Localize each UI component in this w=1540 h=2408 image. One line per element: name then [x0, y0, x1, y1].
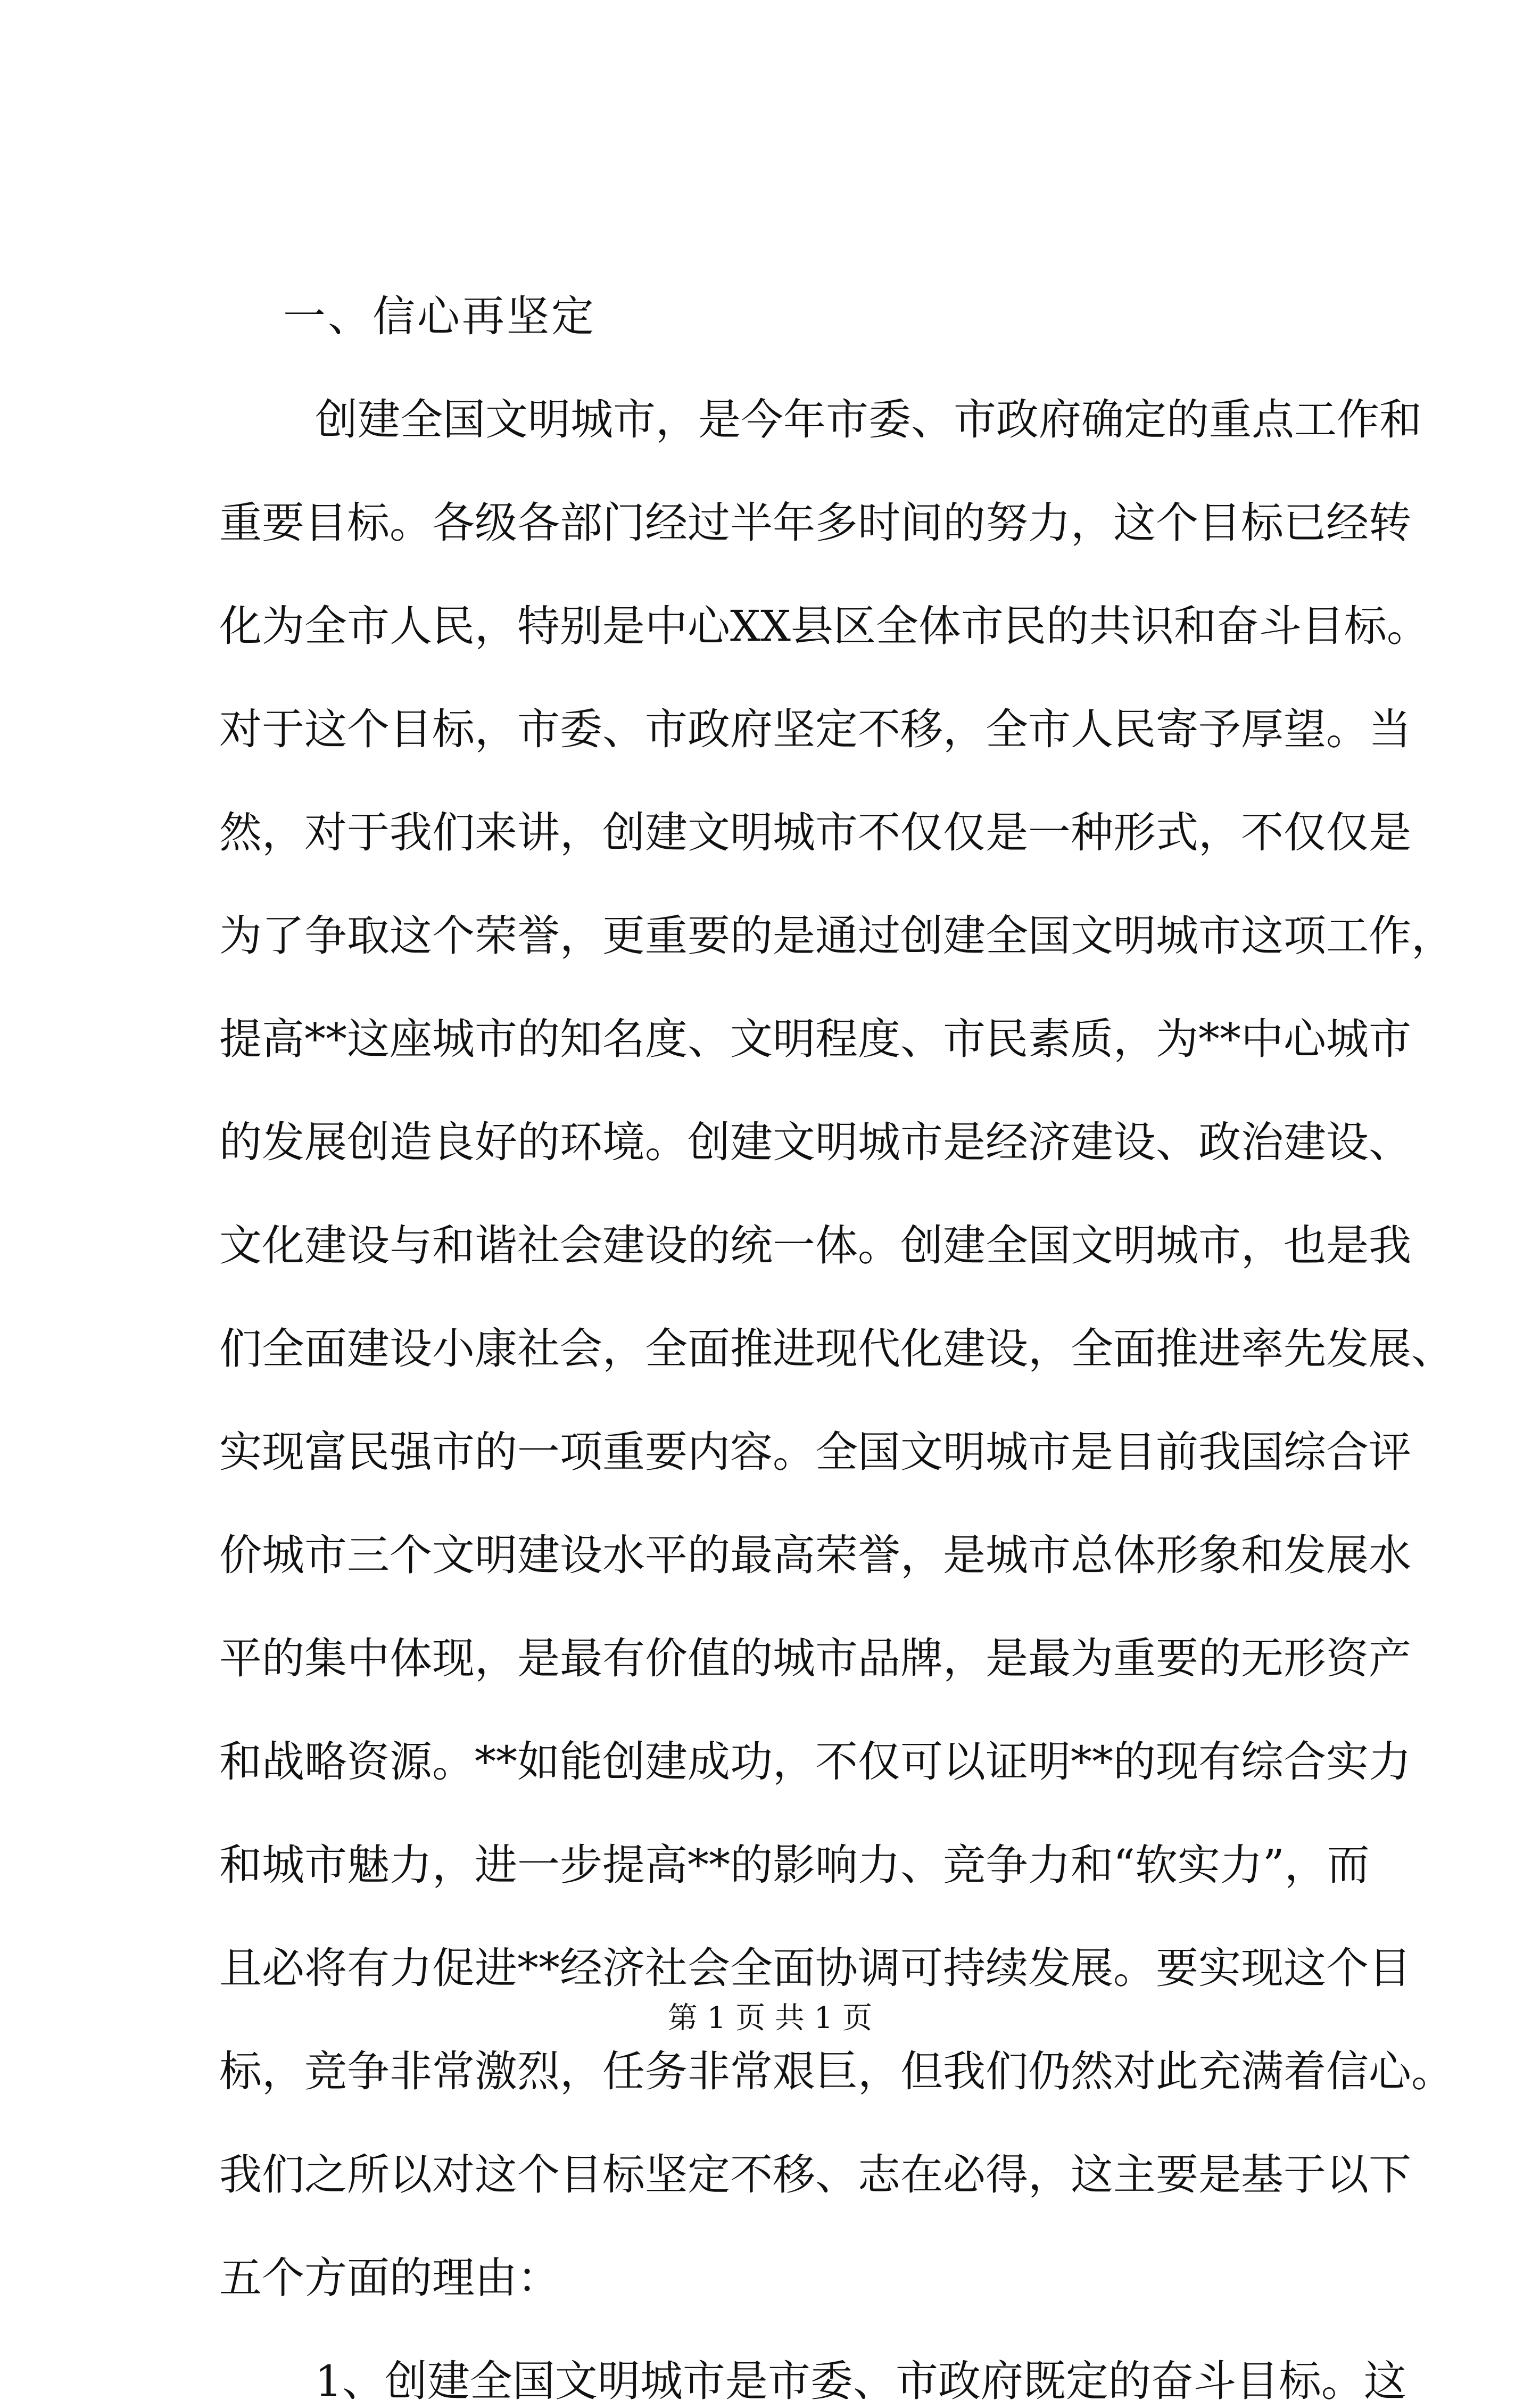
section-heading: 一、信心再坚定	[283, 292, 596, 341]
paragraph-line: 和城市魅力，进一步提高**的影响力、竞争力和“软实力”，而	[219, 1840, 1370, 1890]
paragraph-line: 和战略资源。**如能创建成功，不仅可以证明**的现有综合实力	[219, 1737, 1411, 1786]
paragraph-line: 且必将有力促进**经济社会全面协调可持续发展。要实现这个目	[219, 1943, 1411, 1993]
paragraph-line: 对于这个目标，市委、市政府坚定不移，全市人民寄予厚望。当	[219, 705, 1411, 754]
paragraph-line: 1、创建全国文明城市是市委、市政府既定的奋斗目标。这	[315, 2356, 1406, 2406]
paragraph-line: 平的集中体现，是最有价值的城市品牌，是最为重要的无形资产	[219, 1634, 1411, 1683]
paragraph-line: 重要目标。各级各部门经过半年多时间的努力，这个目标已经转	[219, 498, 1411, 548]
paragraph-line: 五个方面的理由：	[219, 2253, 560, 2303]
paragraph-line: 价城市三个文明建设水平的最高荣誉，是城市总体形象和发展水	[219, 1530, 1411, 1580]
paragraph-line: 的发展创造良好的环境。创建文明城市是经济建设、政治建设、	[219, 1118, 1411, 1167]
page-footer: 第 1 页 共 1 页	[667, 2001, 873, 2035]
paragraph-line: 文化建设与和谐社会建设的统一体。创建全国文明城市，也是我	[219, 1221, 1411, 1270]
paragraph-line: 标，竞争非常激烈，任务非常艰巨，但我们仍然对此充满着信心。	[219, 2047, 1454, 2096]
paragraph-line: 提高**这座城市的知名度、文明程度、市民素质，为**中心城市	[219, 1014, 1411, 1064]
paragraph-line: 然，对于我们来讲，创建文明城市不仅仅是一种形式，不仅仅是	[219, 808, 1411, 857]
paragraph-line: 实现富民强市的一项重要内容。全国文明城市是目前我国综合评	[219, 1427, 1411, 1477]
paragraph-2	[219, 2355, 1406, 2408]
paragraph-line: 为了争取这个荣誉，更重要的是通过创建全国文明城市这项工作，	[219, 911, 1454, 961]
paragraph-line: 们全面建设小康社会，全面推进现代化建设，全面推进率先发展、	[219, 1324, 1454, 1373]
paragraph-line: 化为全市人民，特别是中心XX县区全体市民的共识和奋斗目标。	[219, 601, 1429, 651]
paragraph-line: 创建全国文明城市，是今年市委、市政府确定的重点工作和	[315, 395, 1422, 444]
document-body	[219, 290, 1454, 2408]
paragraph-line: 我们之所以对这个目标坚定不移、志在必得，这主要是基于以下	[219, 2150, 1411, 2199]
